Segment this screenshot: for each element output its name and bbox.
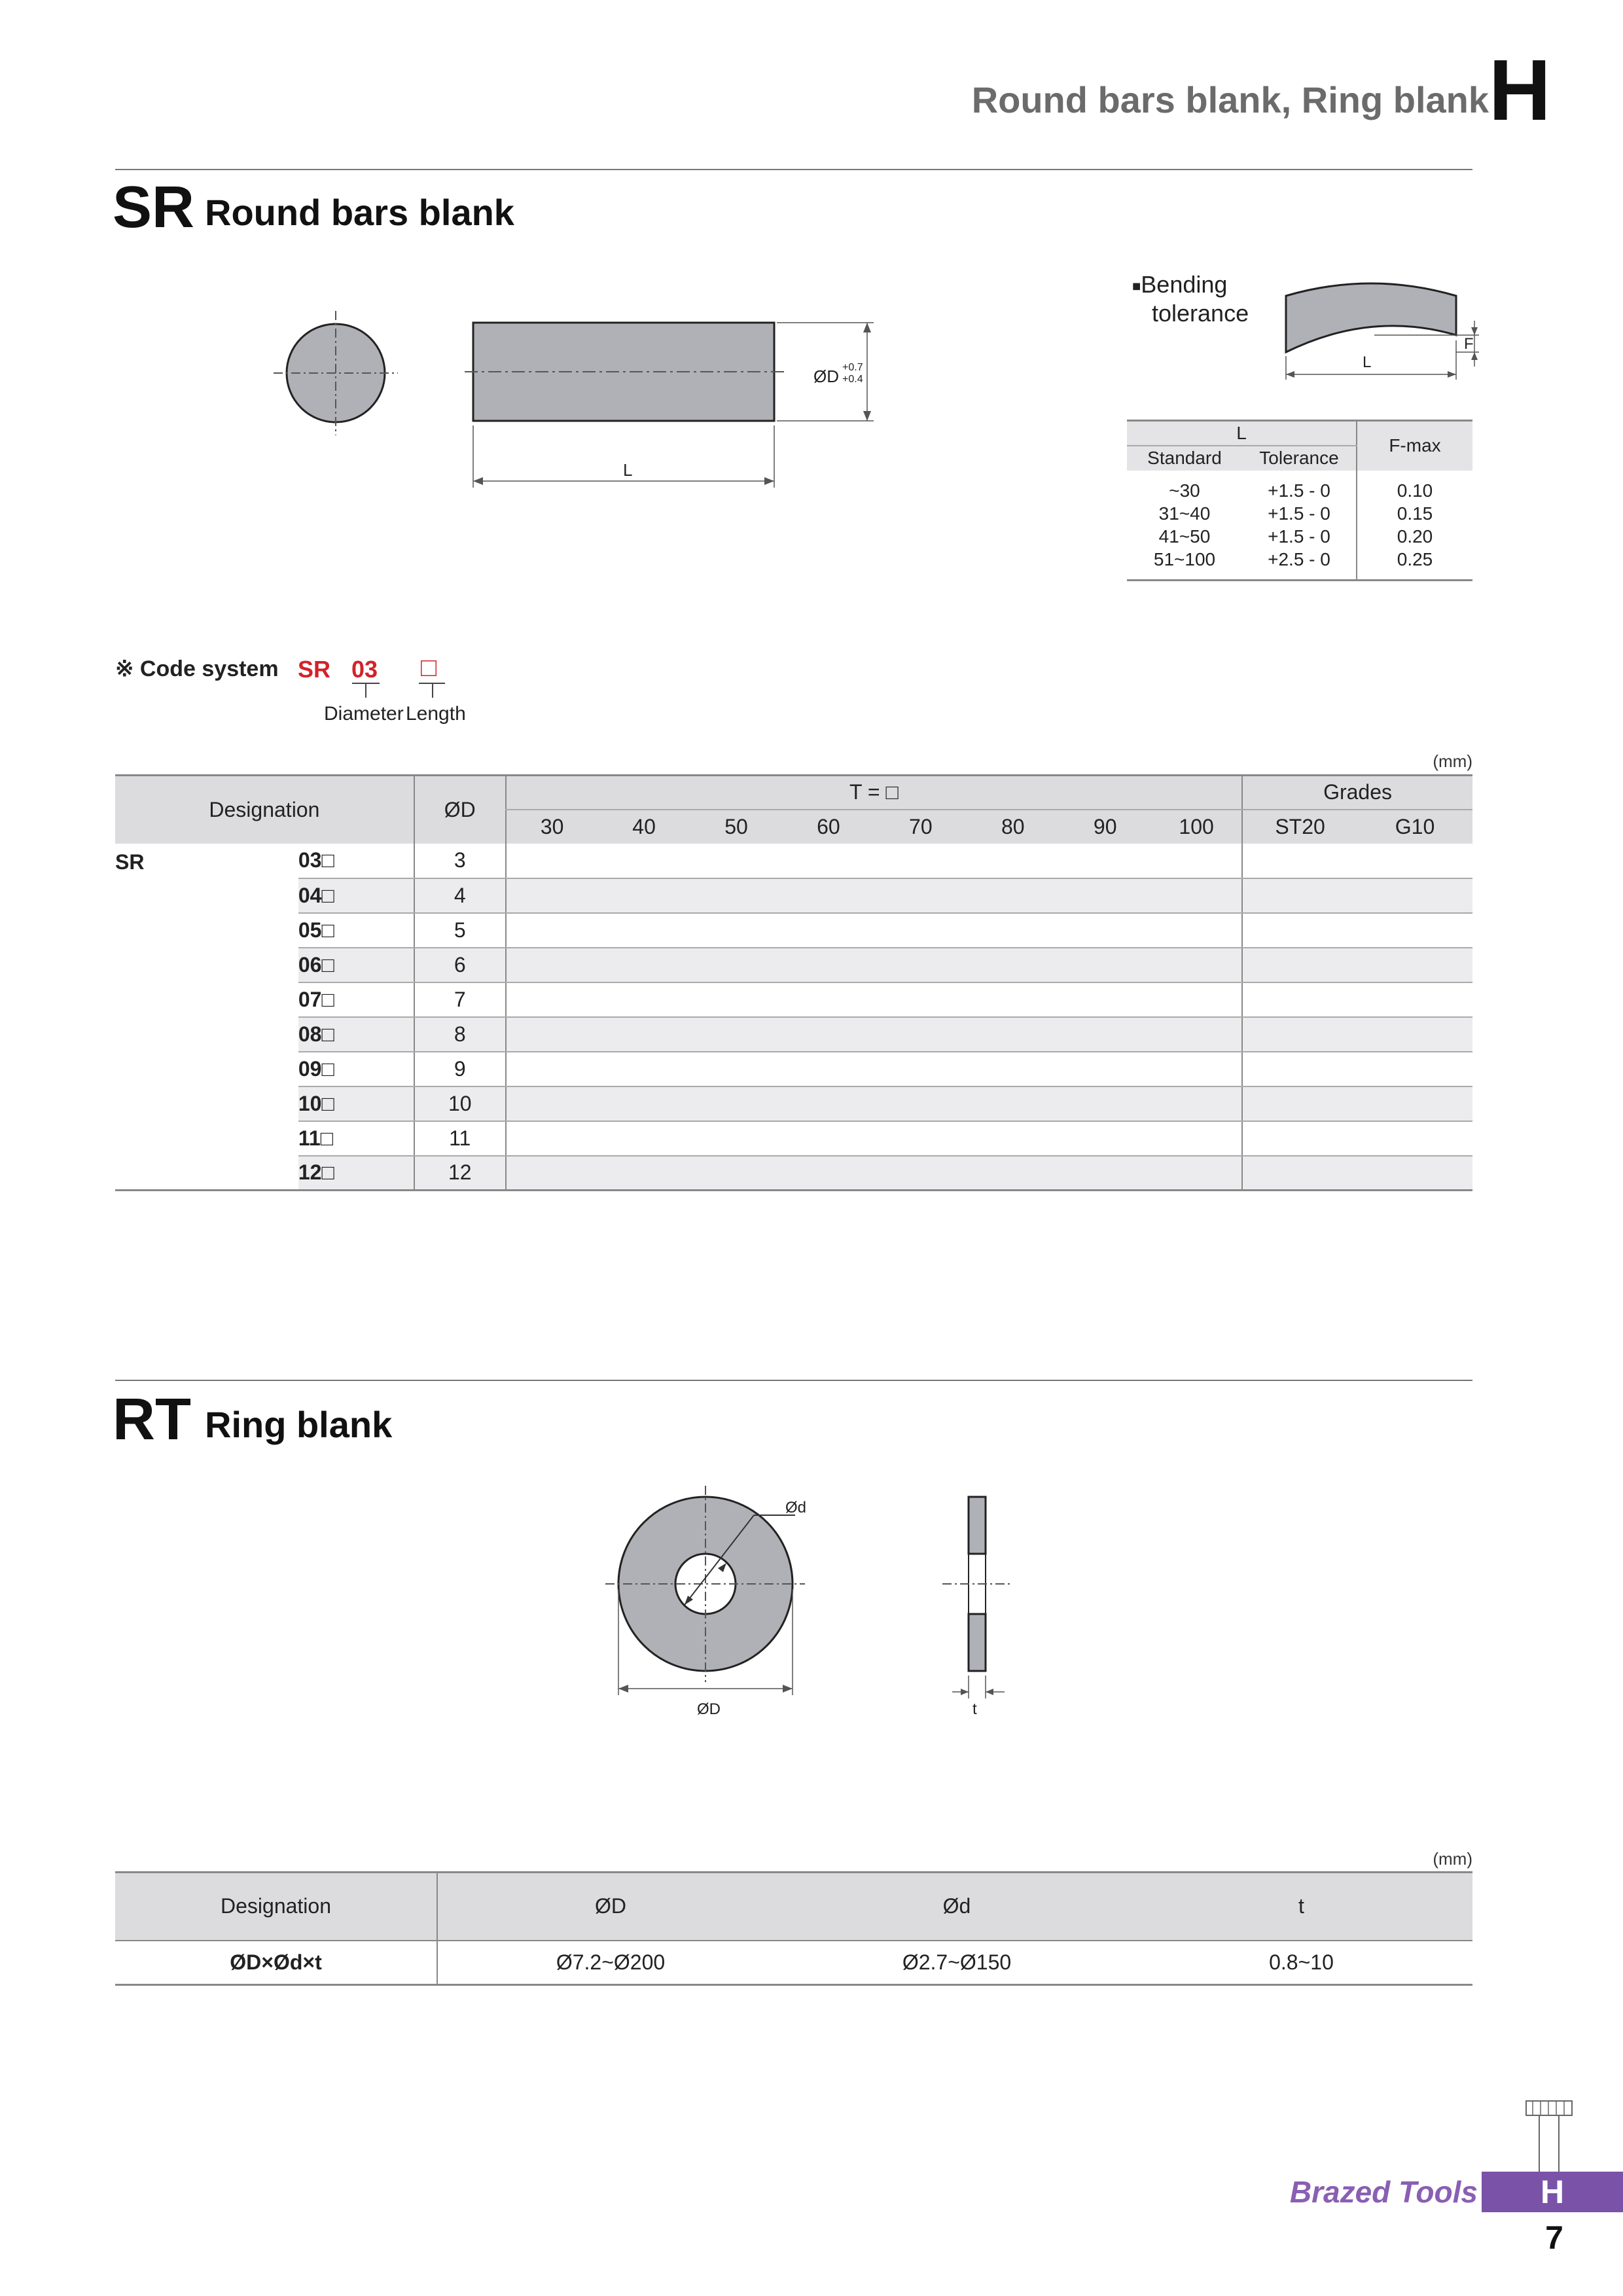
rt-thickness-cell: 0.8~10	[1269, 1950, 1334, 1974]
grade-cells	[1242, 982, 1472, 1017]
code-cell: 06□	[298, 948, 414, 982]
standard-cell: 41~50	[1158, 526, 1211, 547]
table-row	[115, 1941, 1472, 1985]
code-cell: 03□	[298, 844, 414, 878]
grade-cells	[1242, 1121, 1472, 1156]
tolerance-row	[1127, 548, 1472, 571]
inner-diameter-label: Ød	[785, 1499, 807, 1516]
bar-end-view	[274, 311, 398, 435]
footer-brand: Brazed Tools	[1289, 2175, 1478, 2209]
tolerance-cell: +1.5 - 0	[1268, 526, 1330, 547]
col-grade-st20: ST20	[1242, 810, 1357, 844]
code-part-series: SR	[298, 656, 331, 683]
tolerance-row	[1127, 526, 1472, 548]
rt-section-rule	[115, 1380, 1472, 1381]
tolerance-row	[1127, 503, 1472, 526]
t-cells	[506, 948, 1242, 982]
code-cell: 10□	[298, 1086, 414, 1121]
diameter-cell: 11	[414, 1121, 506, 1156]
t-cells	[506, 878, 1242, 913]
ring-blank-drawing	[602, 1486, 1021, 1708]
sr-section-code: SR	[113, 175, 195, 240]
table-row	[115, 1086, 1472, 1121]
grade-cells	[1242, 948, 1472, 982]
diameter-cell: 7	[414, 982, 506, 1017]
diameter-cell: 5	[414, 913, 506, 948]
diameter-label: ØD	[813, 367, 839, 386]
col-t-value: 80	[967, 810, 1059, 844]
rt-designation-table	[115, 1871, 1472, 1986]
fmax-cell: 0.20	[1357, 526, 1472, 548]
tolerance-table	[1127, 420, 1472, 581]
rt-section-title: Ring blank	[205, 1404, 393, 1445]
outer-diameter-label: ØD	[697, 1700, 721, 1718]
series-cell: SR	[115, 850, 145, 874]
table-row	[115, 948, 1472, 982]
grade-cells	[1242, 844, 1472, 878]
rt-col-outer-diameter: ØD	[437, 1873, 783, 1941]
bending-f-label: F	[1464, 335, 1474, 353]
fmax-cell: 0.10	[1357, 480, 1472, 503]
col-t-value: 30	[506, 810, 598, 844]
tolerance-minus: +0.4	[842, 374, 863, 385]
grade-cells	[1242, 1086, 1472, 1121]
col-designation-header: Designation	[115, 776, 414, 844]
col-t-header: T = □	[506, 776, 1242, 810]
chapter-tab: H	[1482, 2172, 1623, 2212]
diameter-cell: 12	[414, 1156, 506, 1191]
col-t-value: 50	[690, 810, 783, 844]
diameter-cell: 9	[414, 1052, 506, 1086]
code-cell: 04□	[298, 878, 414, 913]
code-cell: 05□	[298, 913, 414, 948]
fmax-cell: 0.25	[1357, 548, 1472, 571]
page-number: 7	[1545, 2219, 1563, 2256]
standard-cell: 31~40	[1158, 503, 1211, 524]
tolerance-cell: +1.5 - 0	[1268, 480, 1330, 501]
code-cell: 09□	[298, 1052, 414, 1086]
sr-unit-label: (mm)	[1433, 751, 1472, 771]
rt-outer-diameter-cell: Ø7.2~Ø200	[437, 1941, 783, 1985]
length-label: L	[623, 460, 633, 480]
col-standard-header: Standard	[1127, 446, 1242, 471]
code-part-length: □	[421, 653, 437, 682]
ring-front-view	[605, 1486, 805, 1695]
grade-cells	[1242, 1052, 1472, 1086]
bending-tolerance-label	[1132, 271, 1249, 327]
bending-label-line1: Bending	[1141, 271, 1228, 298]
rt-col-thickness: t	[1130, 1873, 1472, 1941]
table-row	[115, 1052, 1472, 1086]
table-row	[115, 982, 1472, 1017]
thickness-label: t	[972, 1700, 977, 1718]
col-t-value: 90	[1059, 810, 1151, 844]
round-bar-drawing	[262, 301, 890, 497]
table-row	[115, 1121, 1472, 1156]
sr-designation-table	[115, 774, 1472, 1191]
code-connector-lines	[340, 681, 445, 700]
code-cell: 07□	[298, 982, 414, 1017]
col-grades-header: Grades	[1242, 776, 1472, 810]
col-grade-g10: G10	[1357, 810, 1472, 844]
chapter-letter: H	[1488, 42, 1551, 138]
col-diameter-header: ØD	[414, 776, 506, 844]
diameter-tolerance	[842, 362, 863, 386]
t-cells	[506, 1156, 1242, 1191]
diameter-cell: 8	[414, 1017, 506, 1052]
t-cells	[506, 844, 1242, 878]
rt-inner-diameter-cell: Ø2.7~Ø150	[902, 1950, 1012, 1974]
rt-designation-cell: ØD×Ød×t	[230, 1950, 322, 1974]
code-length-caption: Length	[406, 703, 466, 725]
t-cells	[506, 982, 1242, 1017]
rt-col-inner-diameter: Ød	[783, 1873, 1130, 1941]
rt-section-code: RT	[113, 1387, 191, 1452]
table-row	[115, 1156, 1472, 1191]
grade-cells	[1242, 878, 1472, 913]
col-t-value: 40	[598, 810, 690, 844]
diameter-cell: 4	[414, 878, 506, 913]
brazed-tool-icon	[1525, 2100, 1573, 2178]
table-row	[115, 878, 1472, 913]
tolerance-cell: +2.5 - 0	[1268, 549, 1330, 569]
code-cell: 11□	[298, 1121, 414, 1156]
t-cells	[506, 913, 1242, 948]
grade-cells	[1242, 913, 1472, 948]
bending-l-label: L	[1363, 353, 1372, 371]
bar-side-view	[465, 323, 874, 488]
bending-label-line2: tolerance	[1152, 300, 1249, 327]
header-rule	[115, 169, 1472, 170]
t-cells	[506, 1121, 1242, 1156]
col-t-value: 60	[782, 810, 874, 844]
rt-col-designation: Designation	[115, 1873, 437, 1941]
table-row	[115, 1017, 1472, 1052]
tolerance-plus: +0.7	[842, 362, 863, 373]
bending-drawing	[1276, 275, 1492, 386]
grade-cells	[1242, 1017, 1472, 1052]
code-diameter-caption: Diameter	[324, 703, 404, 725]
diameter-cell: 3	[414, 844, 506, 878]
table-row	[115, 844, 1472, 878]
square-bullet-icon: ■	[1132, 278, 1141, 295]
t-cells	[506, 1017, 1242, 1052]
col-t-value: 70	[874, 810, 967, 844]
code-cell: 08□	[298, 1017, 414, 1052]
ring-side-view	[942, 1497, 1011, 1698]
diameter-cell: 6	[414, 948, 506, 982]
diameter-cell: 10	[414, 1086, 506, 1121]
standard-cell: 51~100	[1153, 549, 1216, 569]
col-t-value: 100	[1151, 810, 1242, 844]
fmax-cell: 0.15	[1357, 503, 1472, 526]
rt-unit-label: (mm)	[1433, 1849, 1472, 1869]
code-cell: 12□	[298, 1156, 414, 1191]
t-cells	[506, 1086, 1242, 1121]
code-part-diameter: 03	[351, 656, 378, 683]
tolerance-cell: +1.5 - 0	[1268, 503, 1330, 524]
col-l-header: L	[1127, 421, 1357, 446]
col-tolerance-header: Tolerance	[1242, 446, 1357, 471]
grade-cells	[1242, 1156, 1472, 1191]
table-row	[115, 913, 1472, 948]
sr-section-title: Round bars blank	[205, 192, 514, 233]
standard-cell: ~30	[1169, 480, 1200, 501]
col-fmax-header: F-max	[1357, 421, 1472, 471]
tolerance-row	[1127, 480, 1472, 503]
t-cells	[506, 1052, 1242, 1086]
code-system-label: ※ Code system	[115, 656, 279, 681]
page-header-title: Round bars blank, Ring blank	[971, 79, 1489, 120]
